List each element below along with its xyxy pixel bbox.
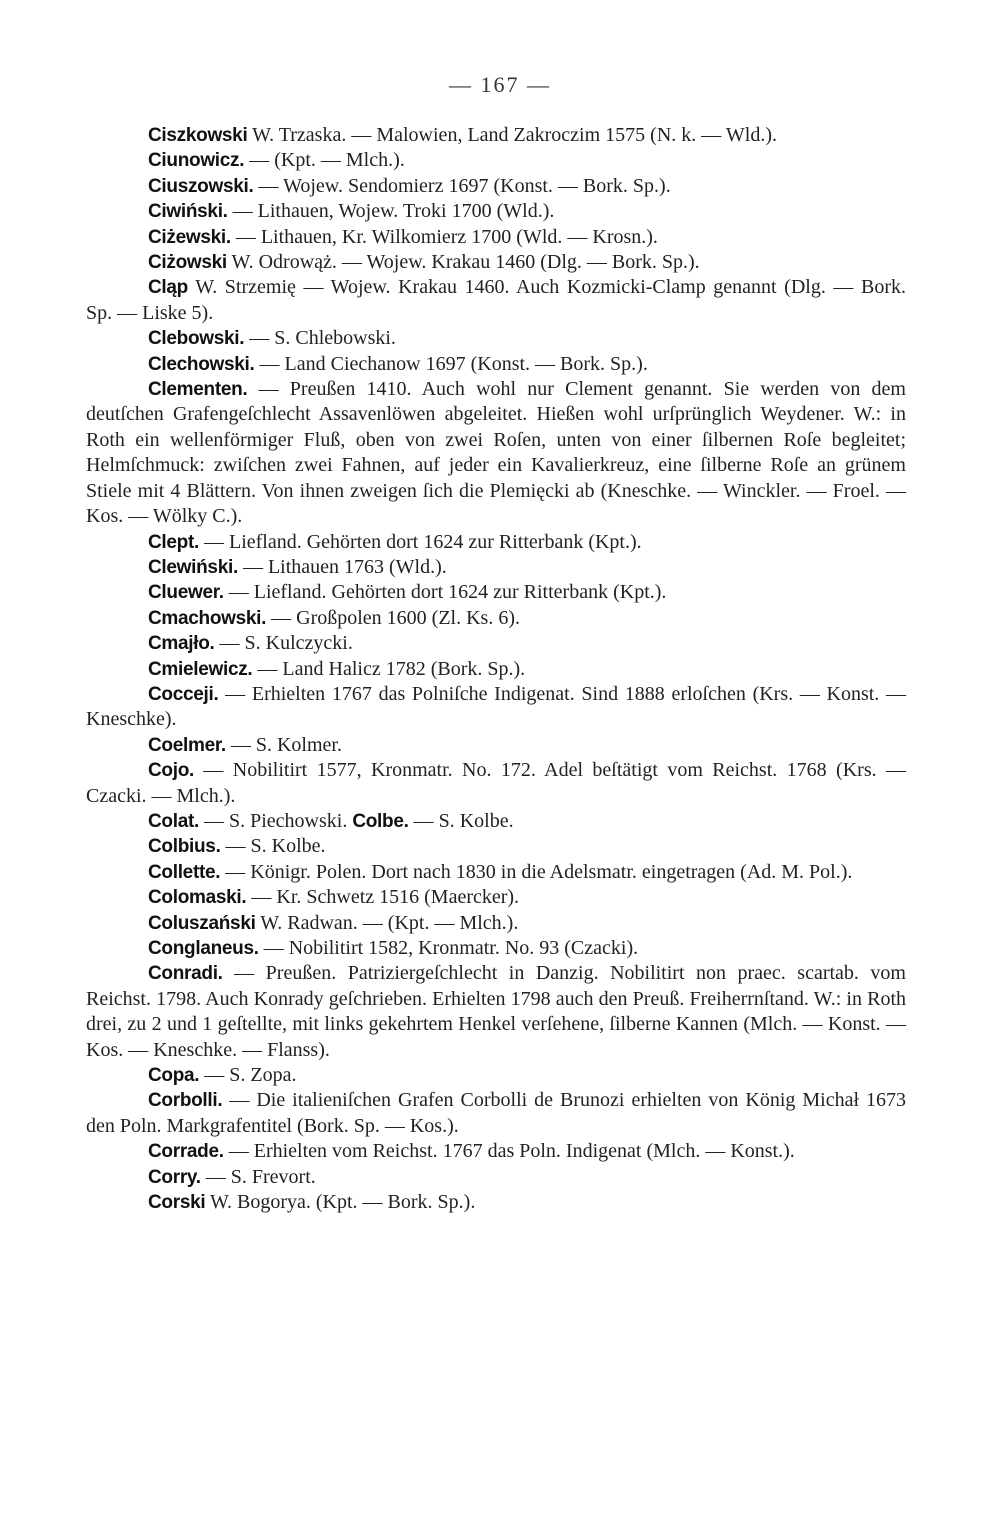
dictionary-entry (86, 1190, 906, 1215)
entry-text: — Land Ciechanow 1697 (Konst. — Bork. Sp.). (254, 352, 648, 375)
entry-text: — (Kpt. — Mlch.). (244, 149, 405, 172)
entry-headword: Cmachowski. (148, 607, 267, 629)
entry-text: — Lithauen, Wojew. Troki 1700 (Wld.). (227, 200, 555, 223)
entry-headword: Corski (148, 1192, 206, 1214)
entry-text: — Liefland. Gehörten dort 1624 zur Ritterbank (Kpt.). (198, 530, 642, 553)
entry-text: — Nobilitirt 1577, Kronmatr. No. 172. Adel beſtätigt vom Reichst. 1768 (Krs. — Czacki. — Mlch.). (86, 759, 906, 807)
entry-headword: Clebowski. (148, 328, 245, 350)
dictionary-entry (86, 657, 906, 682)
entry-text: — Lithauen 1763 (Wld.). (237, 555, 447, 578)
dictionary-entry (86, 199, 906, 224)
dictionary-entry (86, 148, 906, 173)
dictionary-entry (86, 352, 906, 377)
entry-headword: Ciunowicz. (148, 150, 245, 172)
dictionary-entry (86, 961, 906, 1063)
entry-text: — S. Zopa. (199, 1064, 297, 1087)
dictionary-entry (86, 1063, 906, 1088)
entry-text: — S. Kolmer. (225, 733, 342, 756)
entry-text: — S. Piechowski. (198, 809, 353, 832)
dictionary-entry (86, 809, 906, 834)
dictionary-entry (86, 885, 906, 910)
dictionary-entry (86, 631, 906, 656)
entry-headword: Cmielewicz. (148, 658, 253, 680)
entry-headword: Coluszański (148, 912, 256, 934)
entry-text: — Preußen 1410. Auch wohl nur Clement genannt. Sie werden von dem deutſchen Grafengeſchlecht Assavenlöwen abgeleitet. Hießen wohl urſprünglich Weydener. W.: in Roth ein wellenförmiger Fluß, oben von zwei Roſen, unten von einer ſilbernen Roſe begleitet; Helmſchmuck: zwiſchen zwei Fahnen, auf jeder ein Kavalierkreuz, eine ſilberne Roſe an grünem Stiele mit 4 Blättern. Von ihnen zweigen ſich die Plemięcki ab (Kneschke. — Winckler. — Froel. — Kos. — Wölky C.). (86, 378, 906, 528)
entry-headword: Cmajło. (148, 633, 215, 655)
dictionary-entry (86, 555, 906, 580)
entry-headword: Conglaneus. (148, 938, 259, 959)
dictionary-entry (86, 377, 906, 529)
entry-headword: Corbolli. (148, 1090, 223, 1112)
entry-headword: Cojo. (148, 760, 194, 782)
entry-text: — Erhielten vom Reichst. 1767 das Poln. Indigenat (Mlch. — Konst.). (223, 1140, 795, 1163)
dictionary-entry (86, 733, 906, 758)
entry-headword: Cocceji. (148, 683, 219, 705)
dictionary-entry (86, 580, 906, 605)
entry-headword: Clechowski. (148, 353, 255, 375)
entry-headword: Coelmer. (148, 734, 226, 756)
dictionary-entry (86, 860, 906, 885)
entry-text: W. Radwan. — (Kpt. — Mlch.). (255, 911, 519, 934)
entry-headword: Ciuszowski. (148, 175, 254, 197)
entry-headword: Ciżewski. (148, 226, 231, 248)
entry-text: — Die italieniſchen Grafen Corbolli de Brunozi erhielten von König Michał 1673 den Poln. Markgrafentitel (Bork. Sp. — Kos.). (86, 1089, 906, 1137)
entry-headword: Colat. (148, 810, 199, 832)
entry-headword: Corrade. (148, 1141, 224, 1163)
entry-text: — S. Kolbe. (408, 809, 514, 832)
dictionary-entry (86, 225, 906, 250)
dictionary-entry (86, 1139, 906, 1164)
entry-text: — S. Frevort. (200, 1165, 316, 1188)
entry-headword: Cląp (148, 277, 188, 299)
entry-text: — Kr. Schwetz 1516 (Maercker). (246, 886, 520, 909)
dictionary-entry (86, 606, 906, 631)
entry-text: — Nobilitirt 1582, Kronmatr. No. 93 (Czacki). (258, 937, 639, 959)
dictionary-entry (86, 326, 906, 351)
dictionary-entry (86, 1088, 906, 1139)
entry-text: — S. Chlebowski. (244, 327, 396, 350)
entry-list (86, 123, 906, 1215)
entry-headword: Colomaski. (148, 887, 247, 909)
page-number: — 167 — (449, 72, 551, 97)
dictionary-entry (86, 530, 906, 555)
entry-text: — Königr. Polen. Dort nach 1830 in die Adelsmatr. eingetragen (Ad. M. Pol.). (220, 860, 853, 883)
entry-text: — Lithauen, Kr. Wilkomierz 1700 (Wld. — Krosn.). (230, 225, 658, 248)
entry-headword: Clementen. (148, 379, 248, 401)
dictionary-entry (86, 758, 906, 809)
dictionary-entry (86, 123, 906, 148)
entry-text: W. Odrowąż. — Wojew. Krakau 1460 (Dlg. — Bork. Sp.). (226, 251, 700, 274)
entry-text: — Großpolen 1600 (Zl. Ks. 6). (266, 606, 520, 629)
dictionary-entry (86, 250, 906, 275)
entry-text: — Land Halicz 1782 (Bork. Sp.). (252, 657, 526, 680)
entry-headword: Corry. (148, 1166, 201, 1188)
entry-text: — Liefland. Gehörten dort 1624 zur Ritterbank (Kpt.). (223, 581, 667, 604)
entry-headword: Collette. (148, 861, 221, 883)
entry-headword: Colbius. (148, 836, 221, 858)
dictionary-entry (86, 275, 906, 326)
entry-text: W. Strzemię — Wojew. Krakau 1460. Auch Kozmicki-Clamp genannt (Dlg. — Bork. Sp. — Liske 5). (86, 276, 906, 324)
entry-text: W. Trzaska. — Malowien, Land Zakroczim 1575 (N. k. — Wld.). (247, 124, 777, 146)
entry-headword: Clept. (148, 531, 199, 553)
entry-text: — S. Kolbe. (220, 835, 326, 858)
entry-headword: Clewiński. (148, 556, 238, 578)
entry-headword: Ciwiński. (148, 201, 228, 223)
entry-text: — Erhielten 1767 das Polniſche Indigenat. Sind 1888 erloſchen (Krs. — Konst. — Kneschke). (86, 682, 906, 731)
dictionary-entry (86, 936, 906, 961)
entry-text: — Wojew. Sendomierz 1697 (Konst. — Bork. Sp.). (253, 174, 671, 197)
dictionary-entry (86, 682, 906, 733)
entry-headword: Colbe. (352, 810, 409, 832)
entry-headword: Copa. (148, 1065, 200, 1087)
entry-headword: Ciżowski (148, 252, 227, 274)
entry-text: — S. Kulczycki. (214, 632, 353, 655)
dictionary-entry (86, 834, 906, 859)
dictionary-entry (86, 1165, 906, 1190)
dictionary-entry (86, 911, 906, 936)
entry-headword: Ciszkowski (148, 125, 248, 146)
entry-text: W. Bogorya. (Kpt. — Bork. Sp.). (205, 1191, 476, 1214)
dictionary-entry (86, 174, 906, 199)
entry-text: — Preußen. Patriziergeſchlecht in Danzig. Nobilitirt non praec. scartab. vom Reichst. 1798. Auch Konrady geſchrieben. Erhielten 1798 auch den Preuß. Freiherrnſtand. W.: in Roth drei, zu 2 und 1 geſtellte, mit links gekehrtem Henkel verſehene, ſilberne Kannen (Mlch. — Konst. — Kos. — Kneschke. — Flanss). (86, 962, 906, 1061)
entry-headword: Conradi. (148, 963, 223, 985)
entry-headword: Cluewer. (148, 582, 224, 604)
